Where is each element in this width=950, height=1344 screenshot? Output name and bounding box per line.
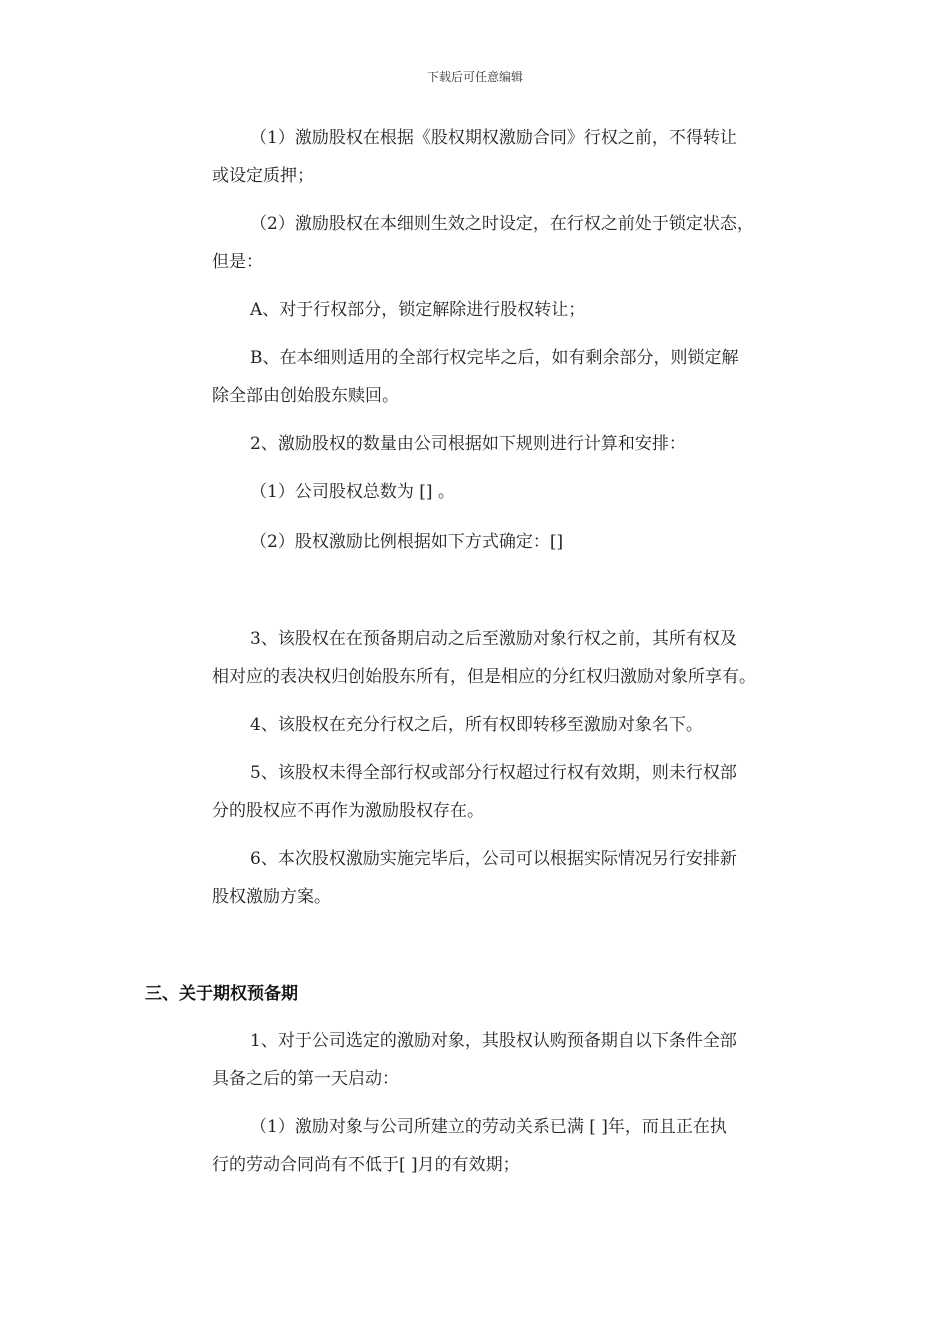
- section-heading: 三、关于期权预备期: [145, 984, 298, 1004]
- paragraph-line: 6、本次股权激励实施完毕后，公司可以根据实际情况另行安排新: [250, 849, 737, 869]
- paragraph-line: 但是：: [212, 252, 263, 272]
- paragraph-line: 除全部由创始股东赎回。: [212, 386, 399, 406]
- paragraph-line: B、在本细则适用的全部行权完毕之后，如有剩余部分，则锁定解: [250, 348, 739, 368]
- paragraph-line: （1）激励股权在根据《股权期权激励合同》行权之前，不得转让: [250, 128, 737, 148]
- paragraph-line: （1）公司股权总数为 [] 。: [250, 482, 455, 502]
- paragraph-line: 1、对于公司选定的激励对象，其股权认购预备期自以下条件全部: [250, 1031, 737, 1051]
- paragraph-line: 相对应的表决权归创始股东所有，但是相应的分红权归激励对象所享有。: [212, 667, 756, 687]
- paragraph-line: 3、该股权在在预备期启动之后至激励对象行权之前，其所有权及: [250, 629, 737, 649]
- paragraph-line: 或设定质押；: [212, 166, 314, 186]
- paragraph-line: 2、激励股权的数量由公司根据如下规则进行计算和安排：: [250, 434, 686, 454]
- paragraph-line: （2）激励股权在本细则生效之时设定，在行权之前处于锁定状态，: [250, 214, 754, 234]
- paragraph-line: 5、该股权未得全部行权或部分行权超过行权有效期，则未行权部: [250, 763, 737, 783]
- paragraph-line: A、对于行权部分，锁定解除进行股权转让；: [250, 300, 586, 320]
- paragraph-line: 4、该股权在充分行权之后，所有权即转移至激励对象名下。: [250, 715, 703, 735]
- paragraph-line: 具备之后的第一天启动：: [212, 1069, 399, 1089]
- paragraph-line: 股权激励方案。: [212, 887, 331, 907]
- paragraph-line: 行的劳动合同尚有不低于[ ]月的有效期；: [212, 1155, 520, 1175]
- paragraph-line: （1）激励对象与公司所建立的劳动关系已满 [ ]年，而且正在执: [250, 1117, 727, 1137]
- paragraph-line: 分的股权应不再作为激励股权存在。: [212, 801, 484, 821]
- header-note: 下载后可任意编辑: [426, 70, 523, 84]
- paragraph-line: （2）股权激励比例根据如下方式确定：[]: [250, 532, 564, 552]
